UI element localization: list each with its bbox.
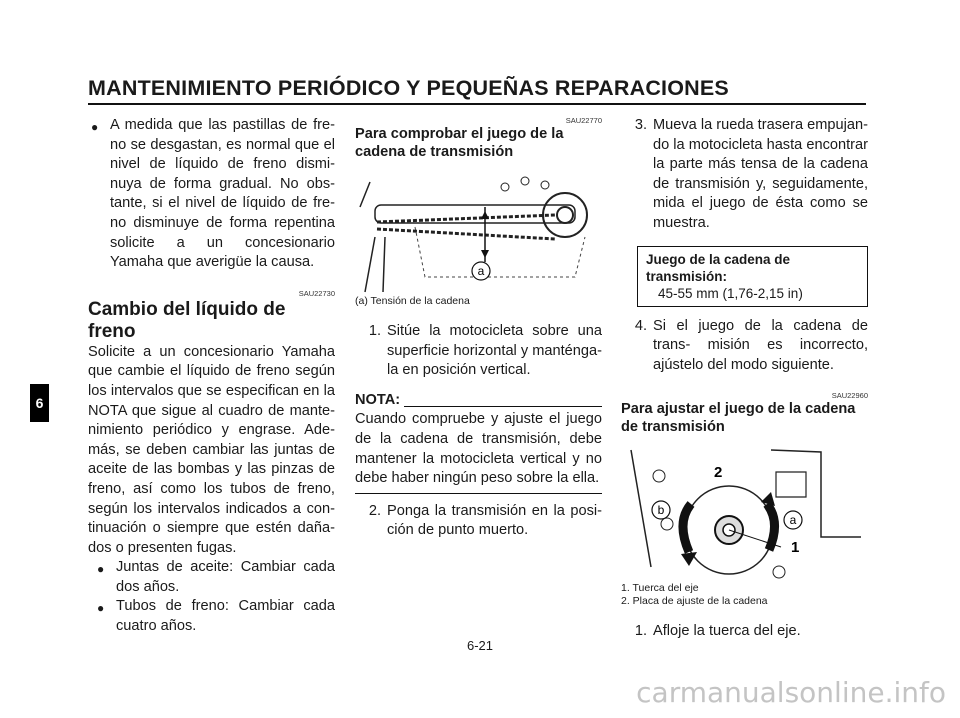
figure-caption: (a) Tensión de la cadena bbox=[355, 295, 470, 307]
page-header-title: MANTENIMIENTO PERIÓDICO Y PEQUEÑAS REPARACIONES bbox=[88, 76, 729, 100]
section-code: SAU22730 bbox=[298, 288, 335, 298]
step-number: 1. bbox=[368, 323, 381, 339]
step-number: 2. bbox=[368, 502, 381, 519]
section-code: SAU22770 bbox=[565, 116, 602, 125]
step-text: Afloje la tuerca del eje. bbox=[653, 623, 801, 640]
step-number: 4. bbox=[634, 317, 647, 334]
bullet-hoses-text: Tubos de freno: Cambiar cada cuatro años. bbox=[116, 598, 335, 635]
figure-caption-1: 1. Tuerca del eje bbox=[621, 582, 699, 595]
column-3 bbox=[621, 116, 868, 642]
step-3 bbox=[621, 116, 868, 234]
bullet-dot-icon: ● bbox=[97, 562, 105, 577]
section-heading: Para comprobar el juego de la cadena de transmisión bbox=[355, 126, 564, 160]
figure-label-a: a bbox=[477, 264, 485, 278]
nota-text: Cuando compruebe y ajuste el juego de la cadena de transmisión, debe mantener la motocicleta vertical y no debe haber ningún peso sobre la ella. bbox=[355, 411, 602, 487]
nota-end-rule bbox=[355, 493, 602, 494]
bullet-seals-text: Juntas de aceite: Cambiar cada dos años. bbox=[116, 559, 335, 595]
step-1 bbox=[355, 322, 602, 381]
chapter-tab[interactable]: 6 bbox=[30, 384, 49, 422]
bullet-dot-icon: ● bbox=[97, 601, 105, 616]
nota-rule bbox=[404, 406, 602, 407]
column-2 bbox=[355, 116, 602, 541]
step-text: Ponga la transmisión en la posi- ción de punto muerto. bbox=[387, 502, 602, 539]
step-number: 1. bbox=[634, 623, 647, 640]
bullet-seals bbox=[88, 558, 335, 597]
spec-box bbox=[637, 246, 868, 307]
nota-label: NOTA: bbox=[355, 391, 401, 408]
bullet-hoses bbox=[88, 597, 335, 636]
column-1 bbox=[88, 116, 335, 637]
site-watermark: carmanualsonline.info bbox=[636, 676, 946, 709]
step-2 bbox=[355, 502, 602, 541]
figure-caption-2: 2. Placa de ajuste de la cadena bbox=[621, 595, 768, 608]
section-heading: Cambio del líquido de freno bbox=[88, 298, 286, 342]
figure-label-b: b bbox=[657, 503, 665, 518]
page-number: 6-21 bbox=[466, 638, 494, 653]
bullet-dot-icon: ● bbox=[91, 120, 99, 134]
step-number: 3. bbox=[634, 117, 647, 133]
step-4 bbox=[621, 317, 868, 376]
step-text: Sitúe la motocicleta sobre una superficie horizontal y manténga- la en posición vertical. bbox=[387, 323, 602, 379]
chain-adjuster-illustration bbox=[621, 442, 868, 582]
section-heading: Para ajustar el juego de la cadena de transmisión bbox=[621, 401, 856, 436]
figure-label-2: 2 bbox=[714, 464, 723, 482]
step-text: Si el juego de la cadena de trans- misión es incorrecto, ajústelo del modo siguiente. bbox=[653, 317, 868, 373]
chain-figure bbox=[355, 167, 602, 295]
bullet-pads-text: A medida que las pastillas de fre- no se desgastan, es normal que el nivel de líquido de freno dismi- nuya de forma gradual. No obs- tante, si el nivel de líquido de fre- no disminuye de forma repentina solicite a un concesionario Yamaha que averigüe la causa. bbox=[110, 117, 335, 271]
spec-label: Juego de la cadena de transmisión: bbox=[646, 251, 791, 284]
bullet-pads bbox=[88, 116, 335, 273]
adjust-figure bbox=[621, 442, 868, 582]
figure-label-1: 1 bbox=[791, 539, 800, 557]
header-rule bbox=[88, 103, 866, 105]
figure-label-a: a bbox=[789, 513, 797, 528]
spec-value: 45-55 mm (1,76-2,15 in) bbox=[658, 285, 803, 301]
step-text: Mueva la rueda trasera empujan- do la motocicleta hasta encontrar la parte más tensa de la cadena de transmisión y, seguidamente, mida el juego de ésta como se muestra. bbox=[653, 117, 868, 231]
section-paragraph: Solicite a un concesionario Yamaha que cambie el líquido de freno según los intervalos que se especifican en la NOTA que sigue al cuadro de mante- nimiento periódico y engrase. Ade- más, se deben cambiar las juntas de aceite de las bombas y las pinzas de freno, así como los tubos de freno, según los intervalos indicados a con- tinuación o siempre que estén daña- dos o presenten fugas. bbox=[88, 343, 335, 556]
section-code: SAU22960 bbox=[831, 391, 868, 401]
nota-heading bbox=[355, 391, 602, 411]
chain-slack-illustration bbox=[355, 167, 595, 295]
